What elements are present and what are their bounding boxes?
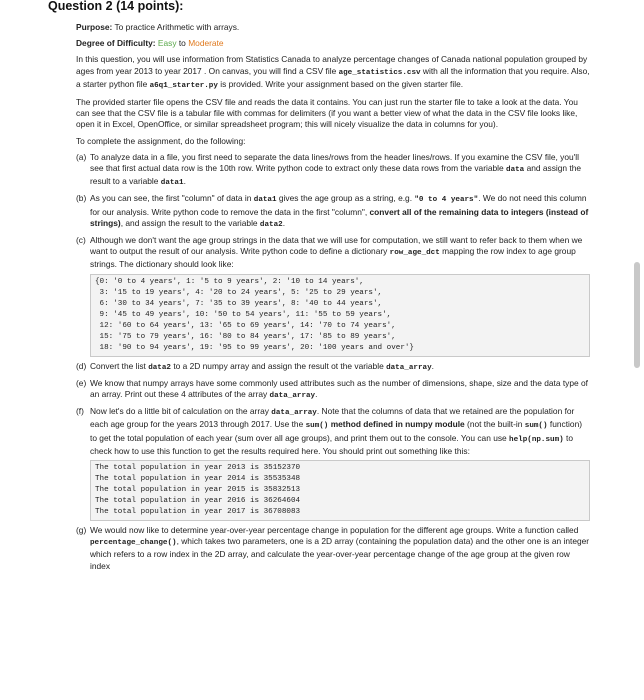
inline-code: data_array <box>386 363 432 372</box>
intro-text: In this question, you will use information from Statistics Canada to analyze percentage changes of Canada national population grouped by ages from year 2013 to year 2017 . On canvas, you will find a CSV file <box>76 54 588 76</box>
task-text: . <box>431 360 434 371</box>
task-text: and assign the result to a variable <box>90 163 582 187</box>
question-title: Question 2 (14 points): <box>48 0 184 13</box>
inline-code: sum() <box>305 422 329 431</box>
code-line: The total population in year 2014 is 35535348 <box>95 475 301 484</box>
intro-paragraph-1 <box>76 54 590 92</box>
task-text: function) to get the total population of each year (sum over all age groups), and print them out to the console. You can use <box>90 419 583 443</box>
task-text: . <box>315 389 318 400</box>
task-label: (b) <box>76 193 87 204</box>
inline-code: row_age_dct <box>389 249 440 258</box>
task-text: to check how to use this function to get the results required here. You should print out something like this: <box>90 432 574 456</box>
code-line: {0: '0 to 4 years', 1: '5 to 9 years', 2: '10 to 14 years', <box>95 277 364 286</box>
task-item-e <box>76 378 590 402</box>
task-text: , and assign the result to the variable <box>120 217 258 228</box>
intro-text: is provided. Write your assignment based on the given starter file. <box>220 78 464 89</box>
vertical-scrollbar[interactable] <box>634 262 640 368</box>
purpose-text: To practice Arithmetic with arrays. <box>114 22 240 32</box>
code-line: The total population in year 2017 is 36708083 <box>95 508 301 517</box>
inline-code: "0 to 4 years" <box>414 196 479 205</box>
difficulty-easy: Easy <box>157 38 177 49</box>
inline-code: data <box>506 166 525 175</box>
inline-code: data2 <box>148 363 171 372</box>
intro-paragraph-3: To complete the assignment, do the following: <box>76 135 246 146</box>
task-label: (a) <box>76 151 87 162</box>
task-bold-text: convert all of the remaining data to integers (instead of strings) <box>90 206 589 228</box>
task-label: (f) <box>76 406 84 417</box>
task-text: As you can see, the first "column" of data in <box>90 193 252 204</box>
difficulty-label: Degree of Difficulty: <box>76 38 156 49</box>
task-item-g <box>76 525 590 572</box>
task-text: , which takes two parameters, one is a 2D array (containing the population data) and the other one is an integer which refers to a row index in the 2D array, and calculate the year-over-year percentage change of the age group at the given row index <box>90 536 590 571</box>
task-text: We know that numpy arrays have some commonly used attributes such as the number of dimensions, shape, size and the data type of an array. Print out these 4 attributes of the array <box>90 377 588 400</box>
task-text: Although we don't want the age group strings in the data that we will use for computation, we still want to refer back to them when we want to output the result of our analysis. Write python code to define a dictionary <box>90 235 583 257</box>
task-text: to a 2D numpy array and assign the result ot the variable <box>173 360 384 371</box>
task-item-f <box>76 406 590 521</box>
code-line: 12: '60 to 64 years', 13: '65 to 69 years', 14: '70 to 74 years', <box>95 321 396 330</box>
task-text: (not the built-in <box>467 419 523 430</box>
question-body <box>76 22 590 576</box>
code-line: The total population in year 2015 is 35832513 <box>95 486 301 495</box>
difficulty-moderate: Moderate <box>188 38 224 49</box>
purpose-label: Purpose: <box>76 22 113 32</box>
inline-code: data2 <box>259 220 283 229</box>
dictionary-code-block <box>90 274 590 357</box>
difficulty-line <box>76 38 590 49</box>
purpose-line <box>76 22 590 33</box>
task-text: . <box>282 217 286 228</box>
intro-paragraph-2: The provided starter file opens the CSV file and reads the data it contains. You can just run the starter file to take a look at the data. You can see that the CSV file is a tabular file with commas for delimiters (if you want a better view of what the data in the CSV file looks like, open it in Excel, OpenOffice, or similar spreadsheet program; this will nicely visualize the data in columns for you). <box>76 97 578 130</box>
code-line: The total population in year 2013 is 35152370 <box>95 464 301 473</box>
inline-code: data_array <box>271 409 317 418</box>
task-label: (g) <box>76 525 87 536</box>
task-bold-text: method defined in numpy module <box>330 419 465 430</box>
inline-code: data1 <box>160 179 184 188</box>
task-text: We would now like to determine year-over-year percentage change in population for the different age groups. Write a function called <box>90 525 579 536</box>
task-list <box>76 152 590 572</box>
inline-code: help(np.sum) <box>509 435 564 444</box>
inline-code: sum() <box>524 422 548 431</box>
code-line: 18: '90 to 94 years', 19: '95 to 99 years', 20: '100 years and over'} <box>95 343 414 352</box>
task-text: To analyze data in a file, you first need to separate the data lines/rows from the header lines/rows. If you examine the CSV file, you'll see that first actual data row is the 10th row. Write python code to extract only these data rows from the variable <box>90 151 580 174</box>
code-line: 9: '45 to 49 years', 10: '50 to 54 years', 11: '55 to 59 years', <box>95 310 392 319</box>
task-text: . Note that the columns of data that we retained are the population for each age group for the years 2013 through 2017. Use the <box>90 406 575 430</box>
starter-filename: a6q1_starter.py <box>149 81 218 90</box>
task-item-b <box>76 193 590 231</box>
difficulty-to: to <box>178 38 186 49</box>
output-code-block <box>90 460 590 521</box>
csv-filename: age_statistics.csv <box>338 68 421 77</box>
task-item-d <box>76 361 590 374</box>
inline-code: data_array <box>269 392 316 401</box>
code-line: 6: '30 to 34 years', 7: '35 to 39 years', 8: '40 to 44 years', <box>95 299 383 308</box>
task-item-a <box>76 152 590 190</box>
intro-text: with all the information that you require. Also, a starter python file <box>76 65 590 89</box>
inline-code: data1 <box>253 196 277 205</box>
task-text: mapping the row index to age group strings. The dictionary should look like: <box>90 246 576 270</box>
task-text: . <box>183 176 186 187</box>
code-line: 3: '15 to 19 years', 4: '20 to 24 years', 5: '25 to 29 years', <box>95 288 383 297</box>
task-text: . We do not need this column for our analysis. Write python code to remove the data in the first "column", <box>90 193 587 217</box>
code-line: 15: '75 to 79 years', 16: '80 to 84 years', 17: '85 to 89 years', <box>95 332 396 341</box>
task-text: Convert the list <box>90 360 146 371</box>
task-label: (d) <box>76 360 87 371</box>
task-item-c <box>76 235 590 357</box>
task-label: (c) <box>76 235 86 246</box>
task-text: gives the age group as a string, e.g. <box>278 193 413 204</box>
inline-code: percentage_change() <box>90 539 177 548</box>
task-text: Now let's do a little bit of calculation on the array <box>90 406 269 417</box>
code-line: The total population in year 2016 is 36264604 <box>95 497 301 506</box>
task-label: (e) <box>76 377 87 388</box>
